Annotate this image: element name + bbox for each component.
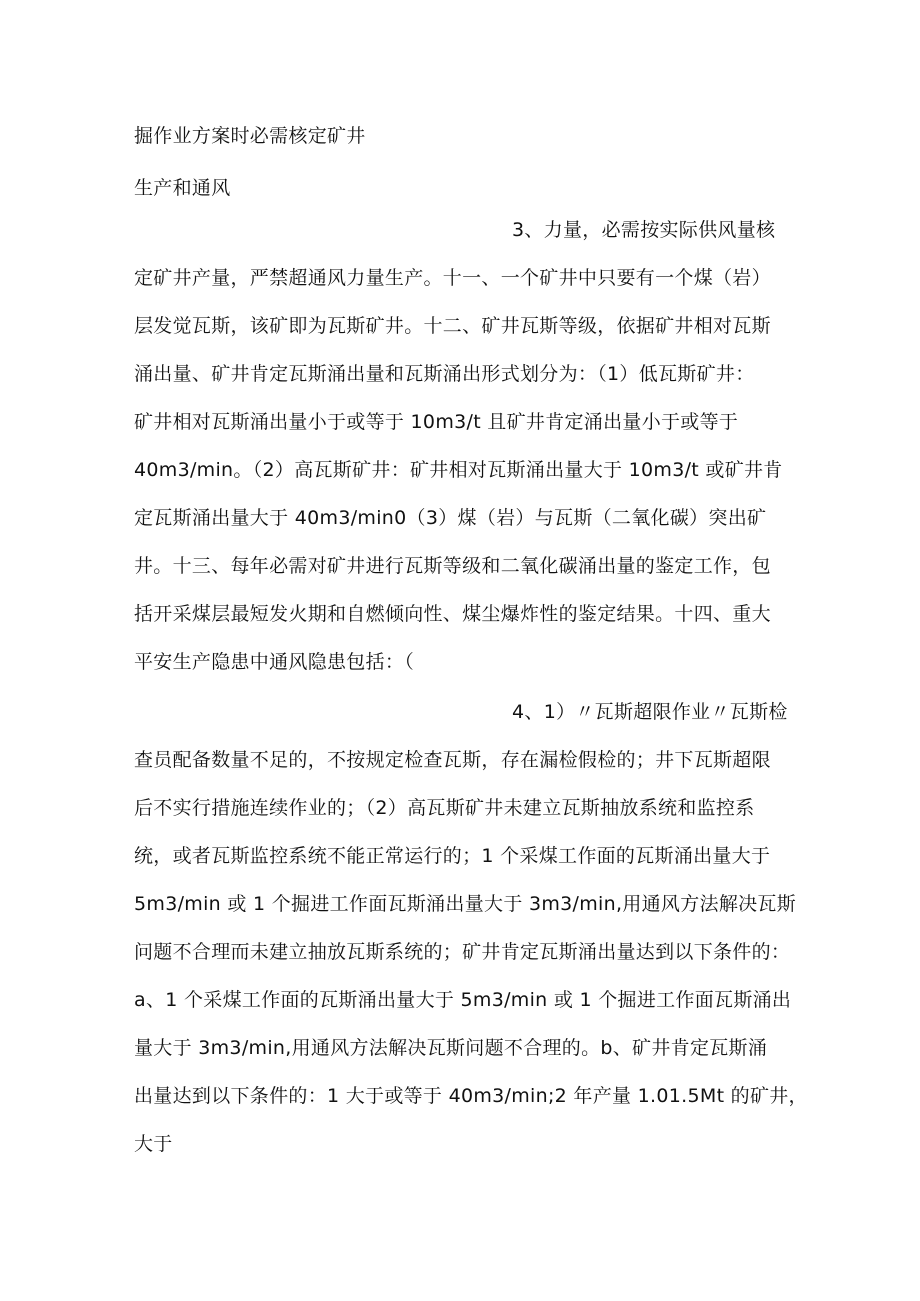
heading-line-2: 生产和通风 bbox=[134, 177, 231, 199]
paragraph-2-line: 查员配备数量不足的，不按规定检查瓦斯，存在漏检假检的；井下瓦斯超限 bbox=[134, 749, 771, 771]
heading-line-1: 掘作业方案时必需核定矿井 bbox=[134, 125, 366, 147]
paragraph-1-line: 涌出量、矿井肯定瓦斯涌出量和瓦斯涌出形式划分为：（1）低瓦斯矿井： bbox=[134, 363, 755, 385]
paragraph-2-line: 5m3∕min 或 1 个掘进工作面瓦斯涌出量大于 3m3∕min,用通风方法解决瓦斯 bbox=[134, 893, 797, 915]
paragraph-1-line: 井。十三、每年必需对矿井进行瓦斯等级和二氧化碳涌出量的鉴定工作，包 bbox=[134, 555, 771, 577]
paragraph-2-line: 问题不合理而未建立抽放瓦斯系统的；矿井肯定瓦斯涌出量达到以下条件的： bbox=[134, 941, 791, 963]
paragraph-2-start: 4、1）〃瓦斯超限作业〃瓦斯检 bbox=[512, 701, 788, 723]
paragraph-2-line: 统，或者瓦斯监控系统不能正常运行的；1 个采煤工作面的瓦斯涌出量大于 bbox=[134, 845, 771, 867]
paragraph-2-line: 大于 bbox=[134, 1133, 173, 1155]
paragraph-1-line: 定矿井产量，严禁超通风力量生产。十一、一个矿井中只要有一个煤（岩） bbox=[134, 267, 771, 289]
paragraph-2-line: 出量达到以下条件的：1 大于或等于 40m3∕min;2 年产量 1.01.5Mt 的矿井， bbox=[134, 1085, 808, 1107]
paragraph-2-line: a、1 个采煤工作面的瓦斯涌出量大于 5m3∕min 或 1 个掘进工作面瓦斯涌出 bbox=[134, 989, 792, 1011]
paragraph-1-line: 40m3∕min。（2）高瓦斯矿井：矿井相对瓦斯涌出量大于 10m3∕t 或矿井肯 bbox=[134, 459, 783, 481]
paragraph-2-line: 量大于 3m3∕min,用通风方法解决瓦斯问题不合理的。b、矿井肯定瓦斯涌 bbox=[134, 1037, 768, 1059]
paragraph-1-start: 3、力量，必需按实际供风量核 bbox=[512, 219, 776, 241]
paragraph-2-line: 后不实行措施连续作业的；（2）高瓦斯矿井未建立瓦斯抽放系统和监控系 bbox=[134, 797, 755, 819]
paragraph-1-line: 层发觉瓦斯，该矿即为瓦斯矿井。十二、矿井瓦斯等级，依据矿井相对瓦斯 bbox=[134, 315, 771, 337]
paragraph-1-line: 矿井相对瓦斯涌出量小于或等于 10m3∕t 且矿井肯定涌出量小于或等于 bbox=[134, 411, 739, 433]
paragraph-1-line: 定瓦斯涌出量大于 40m3∕min0（3）煤（岩）与瓦斯（二氧化碳）突出矿 bbox=[134, 507, 767, 529]
paragraph-1-line: 平安生产隐患中通风隐患包括：（ bbox=[134, 651, 415, 673]
paragraph-1-line: 括开采煤层最短发火期和自燃倾向性、煤尘爆炸性的鉴定结果。十四、重大 bbox=[134, 603, 771, 625]
